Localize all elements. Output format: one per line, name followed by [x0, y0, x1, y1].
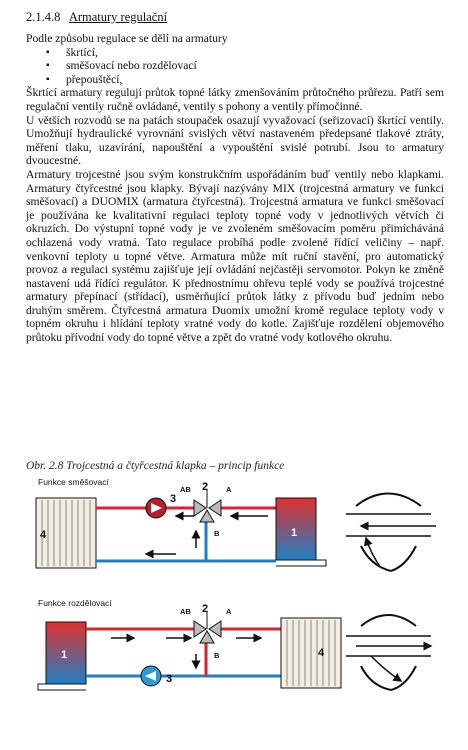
list-item: ▪ přepouštěcí, — [46, 73, 444, 87]
section-title: Armatury regulační — [68, 10, 168, 24]
svg-text:4: 4 — [40, 529, 47, 541]
distributing-diagram — [38, 598, 431, 690]
paragraph-three-way: Armatury trojcestné jsou svým konstrukčním uspořádáním buď ventily nebo klapkami. Armatury čtyřcestné jsou klapky. Bývají nazývány MIX (trojcestná armatury ve funkci směšovací) a DUOMIX (armatura čtyřcestná). Trojcestná armatura ve funkci směšovací je používána ke kvalitativní regulaci teploty topné vody v jednotlivých větvích či okruzích. Do výstupní topné vody je ve zvoleném směšovacím poměru přimícháváná ochlazená vody vratná. Tato regulace probíhá podle zvolené řídící veličiny – např. venkovní teploty u topné větve. Armatura může mít ruční stavění, pro automatický provoz a regulaci systému zajišťuje její ovládání nejčastěji servomotor. Pokyn ke změně nastavení udá řídící regulátor. K přednostnímu ohřevu teplé vody se používá trojcestné armatury přepínací (střídací), usměrňující průtok látky z přívodu buď jedním nebo druhým směrem. Čtyřcestná armatura Duomix umožní kromě regulace teploty vody v topném okruhu i hlídání teploty vratné vody do kotle. Zajišťuje rozdělení objemového průtoku přívodní vody do topné větve a zpět do vratné vody kotlového okruhu. — [26, 167, 444, 345]
svg-text:B: B — [214, 529, 220, 538]
mixing-label: Funkce směšovací — [38, 477, 109, 487]
boiler — [38, 622, 86, 690]
svg-text:AB: AB — [180, 607, 191, 616]
svg-text:3: 3 — [166, 673, 173, 685]
mixing-principle-sketch — [346, 494, 436, 572]
section-number: 2.1.4.8 — [26, 10, 61, 24]
intro-paragraph: Podle způsobu regulace se dělí na armatury — [26, 32, 228, 45]
svg-text:A: A — [226, 607, 232, 616]
svg-text:1: 1 — [61, 649, 68, 661]
paragraph-balancing: U větších rozvodů se na patách stoupaček osazují vyvažovací (seřizovací) škrtící ventily. Umožňují hydraulické vyrovnání svislých větví nastaveném předepsané tlakové ztráty, měření tlaku, uzavírání, napouštění a vypouštění svislé potrubí. Jsou to armatury dvoucestné. — [26, 113, 444, 168]
svg-text:3: 3 — [170, 493, 177, 505]
svg-text:A: A — [226, 485, 232, 494]
radiator — [36, 498, 96, 568]
distributing-label: Funkce rozdělovací — [38, 598, 112, 608]
svg-text:2: 2 — [202, 603, 209, 615]
body-text — [26, 32, 444, 345]
list-item: ▪ směšovací nebo rozdělovací — [46, 59, 444, 73]
svg-text:4: 4 — [318, 647, 325, 659]
svg-text:B: B — [214, 651, 220, 660]
list-item: ▪ škrtící, — [46, 46, 444, 60]
boiler — [276, 498, 326, 566]
radiator — [281, 618, 341, 688]
figure-caption: Obr. 2.8 Trojcestná a čtyřcestná klapka – princip funkce — [26, 460, 285, 472]
pump — [141, 666, 172, 686]
svg-text:2: 2 — [202, 481, 209, 493]
valve-diagram — [26, 476, 446, 696]
figure — [26, 476, 446, 701]
svg-text:AB: AB — [180, 485, 191, 494]
distributing-principle-sketch — [346, 615, 431, 690]
paragraph-throttling: Škrtící armatury regulují průtok topné látky zmenšováním průtočného průřezu. Patří sem regulační ventily ručně ovládané, ventily s pohony a ventily přímočinné. — [26, 86, 444, 113]
section-heading — [26, 10, 167, 25]
mixing-diagram — [36, 477, 436, 571]
svg-text:1: 1 — [291, 527, 298, 539]
regulation-type-list — [46, 46, 444, 87]
pump — [146, 493, 176, 518]
